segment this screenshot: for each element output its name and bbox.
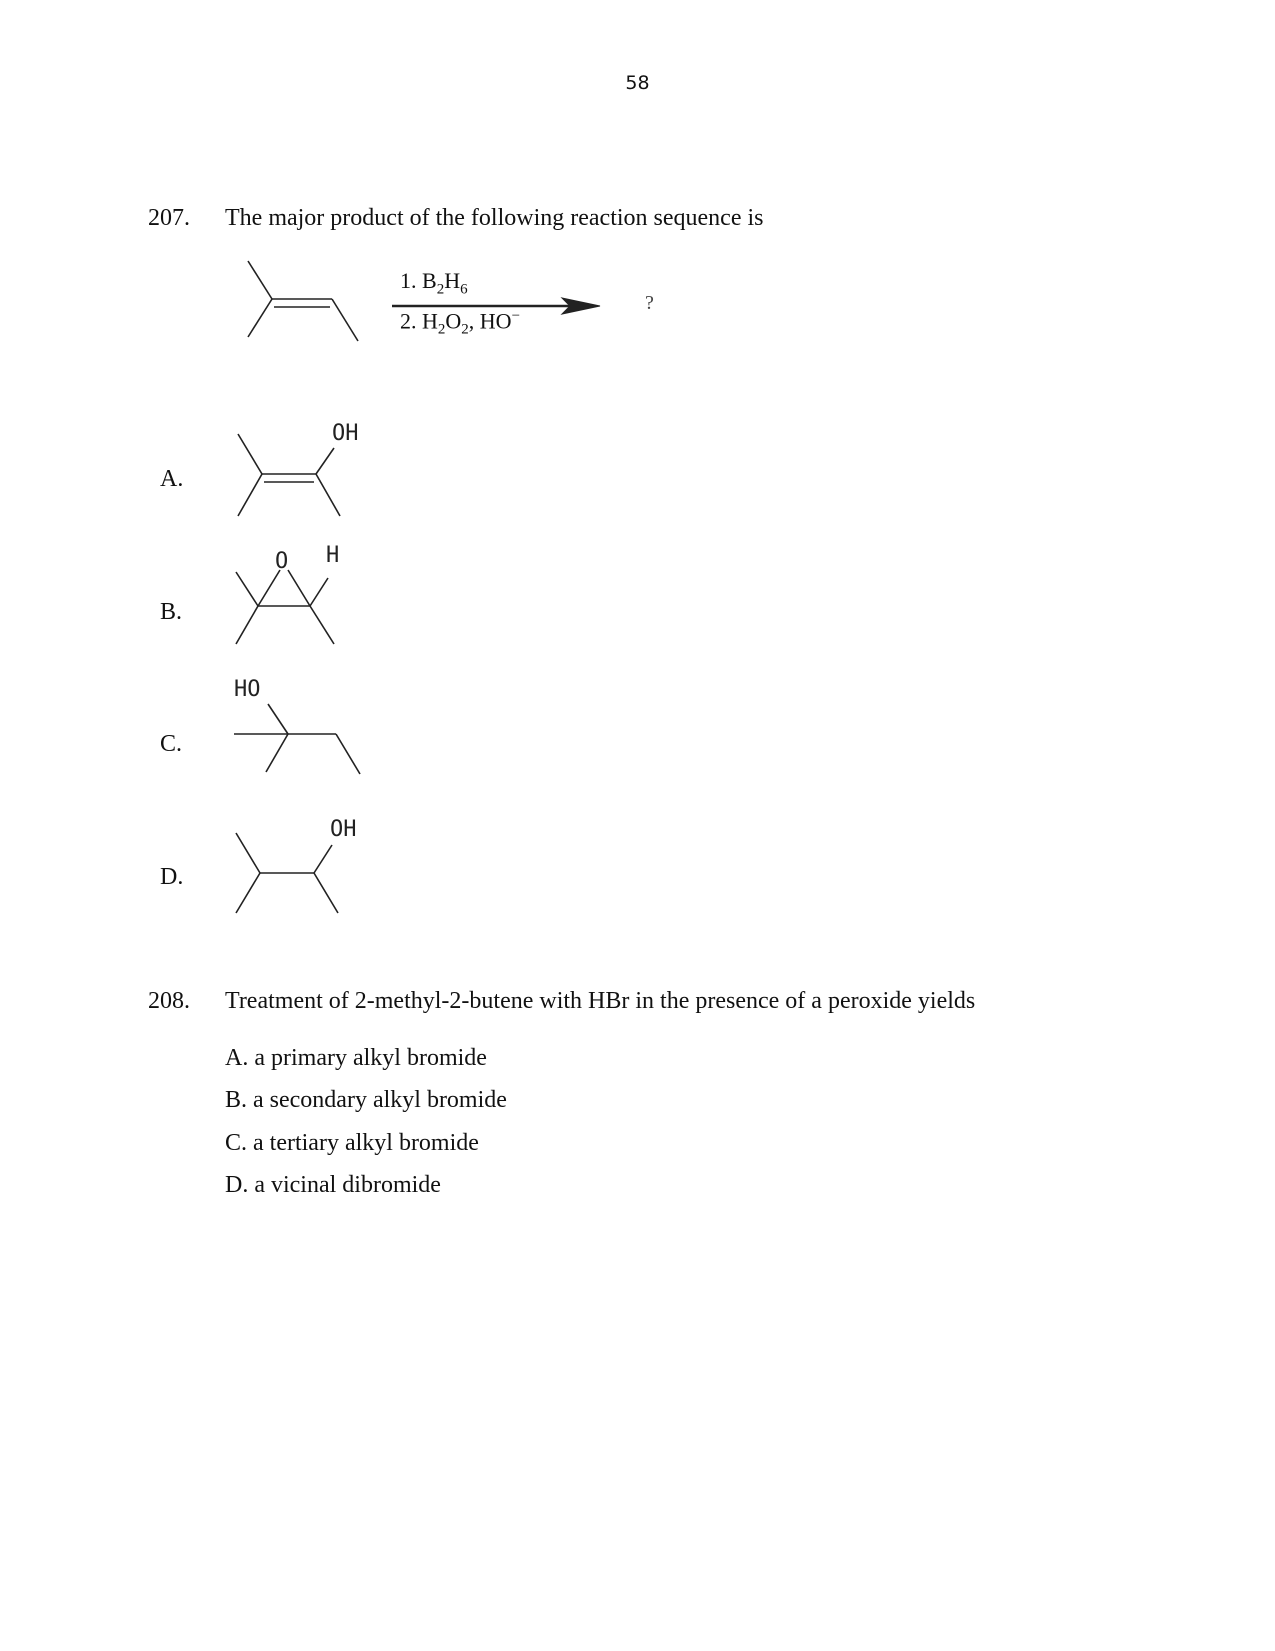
question-208-option-c: C. a tertiary alkyl bromide [225,1130,479,1156]
option-b-h-label: H [326,543,340,568]
question-208-option-d: D. a vicinal dibromide [225,1172,441,1198]
option-a-structure [230,418,370,533]
option-d-oh-label: OH [330,817,357,842]
option-a-letter: A. [160,466,184,492]
question-208-option-a: A. a primary alkyl bromide [225,1045,487,1071]
reagent-step-1: 1. $B_2H_6$ [400,268,468,298]
option-c-letter: C. [160,731,183,757]
option-b-letter: B. [160,599,183,625]
option-c-ho-label: HO [234,677,261,702]
reactant-structure [240,255,360,365]
option-c-structure [232,676,372,791]
question-208-text: Treatment of 2-methyl-2-butene with HBr in the presence of a peroxide yields [225,988,976,1014]
product-placeholder: ? [645,292,654,314]
page-number: 58 [625,72,650,94]
question-208-number: 208. [148,988,190,1014]
option-d-structure [230,815,370,930]
option-b-structure [230,543,360,663]
option-b-o-label: O [275,549,289,574]
question-207-text: The major product of the following reaction sequence is [225,205,764,231]
reagent-step-2: 2. $H_2O_2$, HO− [400,308,521,338]
question-207-number: 207. [148,205,190,231]
option-d-letter: D. [160,864,184,890]
question-208-option-b: B. a secondary alkyl bromide [225,1087,507,1113]
option-a-oh-label: OH [332,421,359,446]
